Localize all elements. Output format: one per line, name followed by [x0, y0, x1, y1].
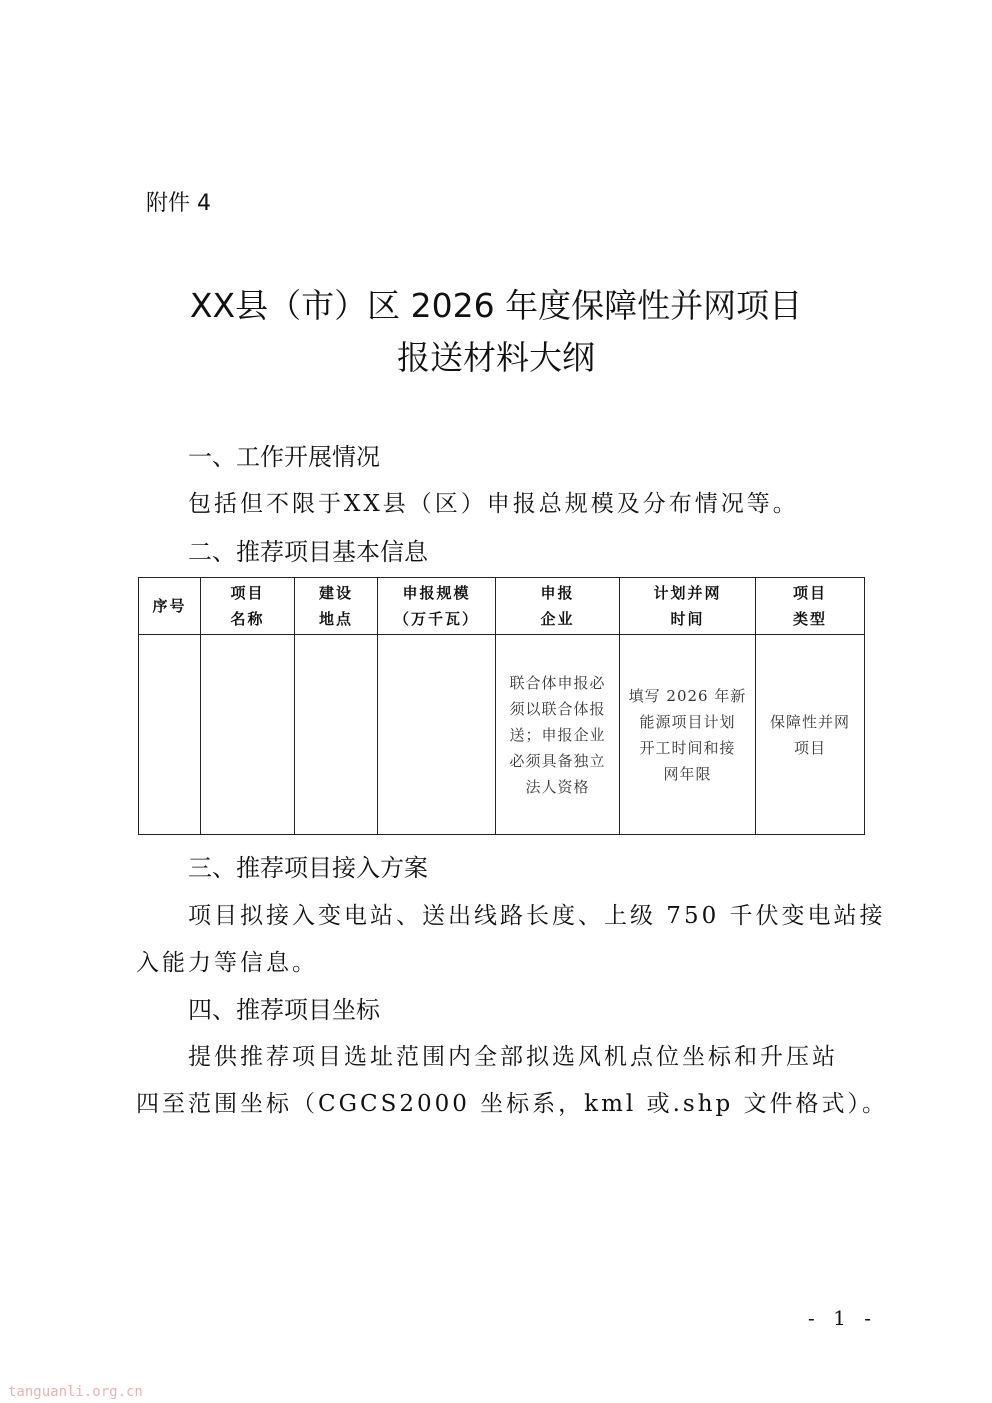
- table-header-cell: 项目 名称: [201, 578, 295, 635]
- section-body-3-line1: 项目拟接入变电站、送出线路长度、上级 750 千伏变电站接: [188, 903, 886, 929]
- table-header-cell: 申报规模 （万千瓦）: [378, 578, 496, 635]
- project-info-table: [138, 577, 865, 835]
- document-title-line1: XX县（市）区 2026 年度保障性并网项目: [189, 286, 803, 325]
- section-body-1: 包括但不限于XX县（区）申报总规模及分布情况等。: [188, 491, 799, 517]
- table-cell-project-type: 保障性并网 项目: [756, 635, 865, 835]
- table-row: [139, 635, 865, 835]
- section-body-3-line2: 入能力等信息。: [136, 950, 318, 976]
- section-heading-2: 二、推荐项目基本信息: [188, 538, 428, 566]
- section-heading-1: 一、工作开展情况: [188, 443, 380, 471]
- table-cell-empty: [139, 635, 201, 835]
- table-header-cell: 申报 企业: [496, 578, 620, 635]
- table-header-cell: 序号: [139, 578, 201, 635]
- document-title-line2: 报送材料大纲: [397, 338, 595, 377]
- page-number: - 1 -: [808, 1306, 877, 1330]
- table-cell-empty: [295, 635, 378, 835]
- table-cell-empty: [378, 635, 496, 835]
- table-header-cell: 建设 地点: [295, 578, 378, 635]
- table-header-cell: 计划并网 时间: [620, 578, 756, 635]
- section-heading-3: 三、推荐项目接入方案: [188, 854, 428, 882]
- watermark: tanguanli.org.cn: [8, 1384, 143, 1400]
- section-body-4-line1: 提供推荐项目选址范围内全部拟选风机点位坐标和升压站: [188, 1044, 838, 1070]
- table-cell-grid-time-note: 填写 2026 年新 能源项目计划 开工时间和接 网年限: [620, 635, 756, 835]
- section-heading-4: 四、推荐项目坐标: [188, 996, 380, 1024]
- table-header-row: [139, 578, 865, 635]
- table-cell-enterprise-note: 联合体申报必 须以联合体报 送；申报企业 必须具备独立 法人资格: [496, 635, 620, 835]
- section-body-4-line2: 四至范围坐标（CGCS2000 坐标系，kml 或.shp 文件格式）。: [136, 1091, 889, 1117]
- attachment-label: 附件 4: [146, 191, 211, 216]
- table-header-cell: 项目 类型: [756, 578, 865, 635]
- table-cell-empty: [201, 635, 295, 835]
